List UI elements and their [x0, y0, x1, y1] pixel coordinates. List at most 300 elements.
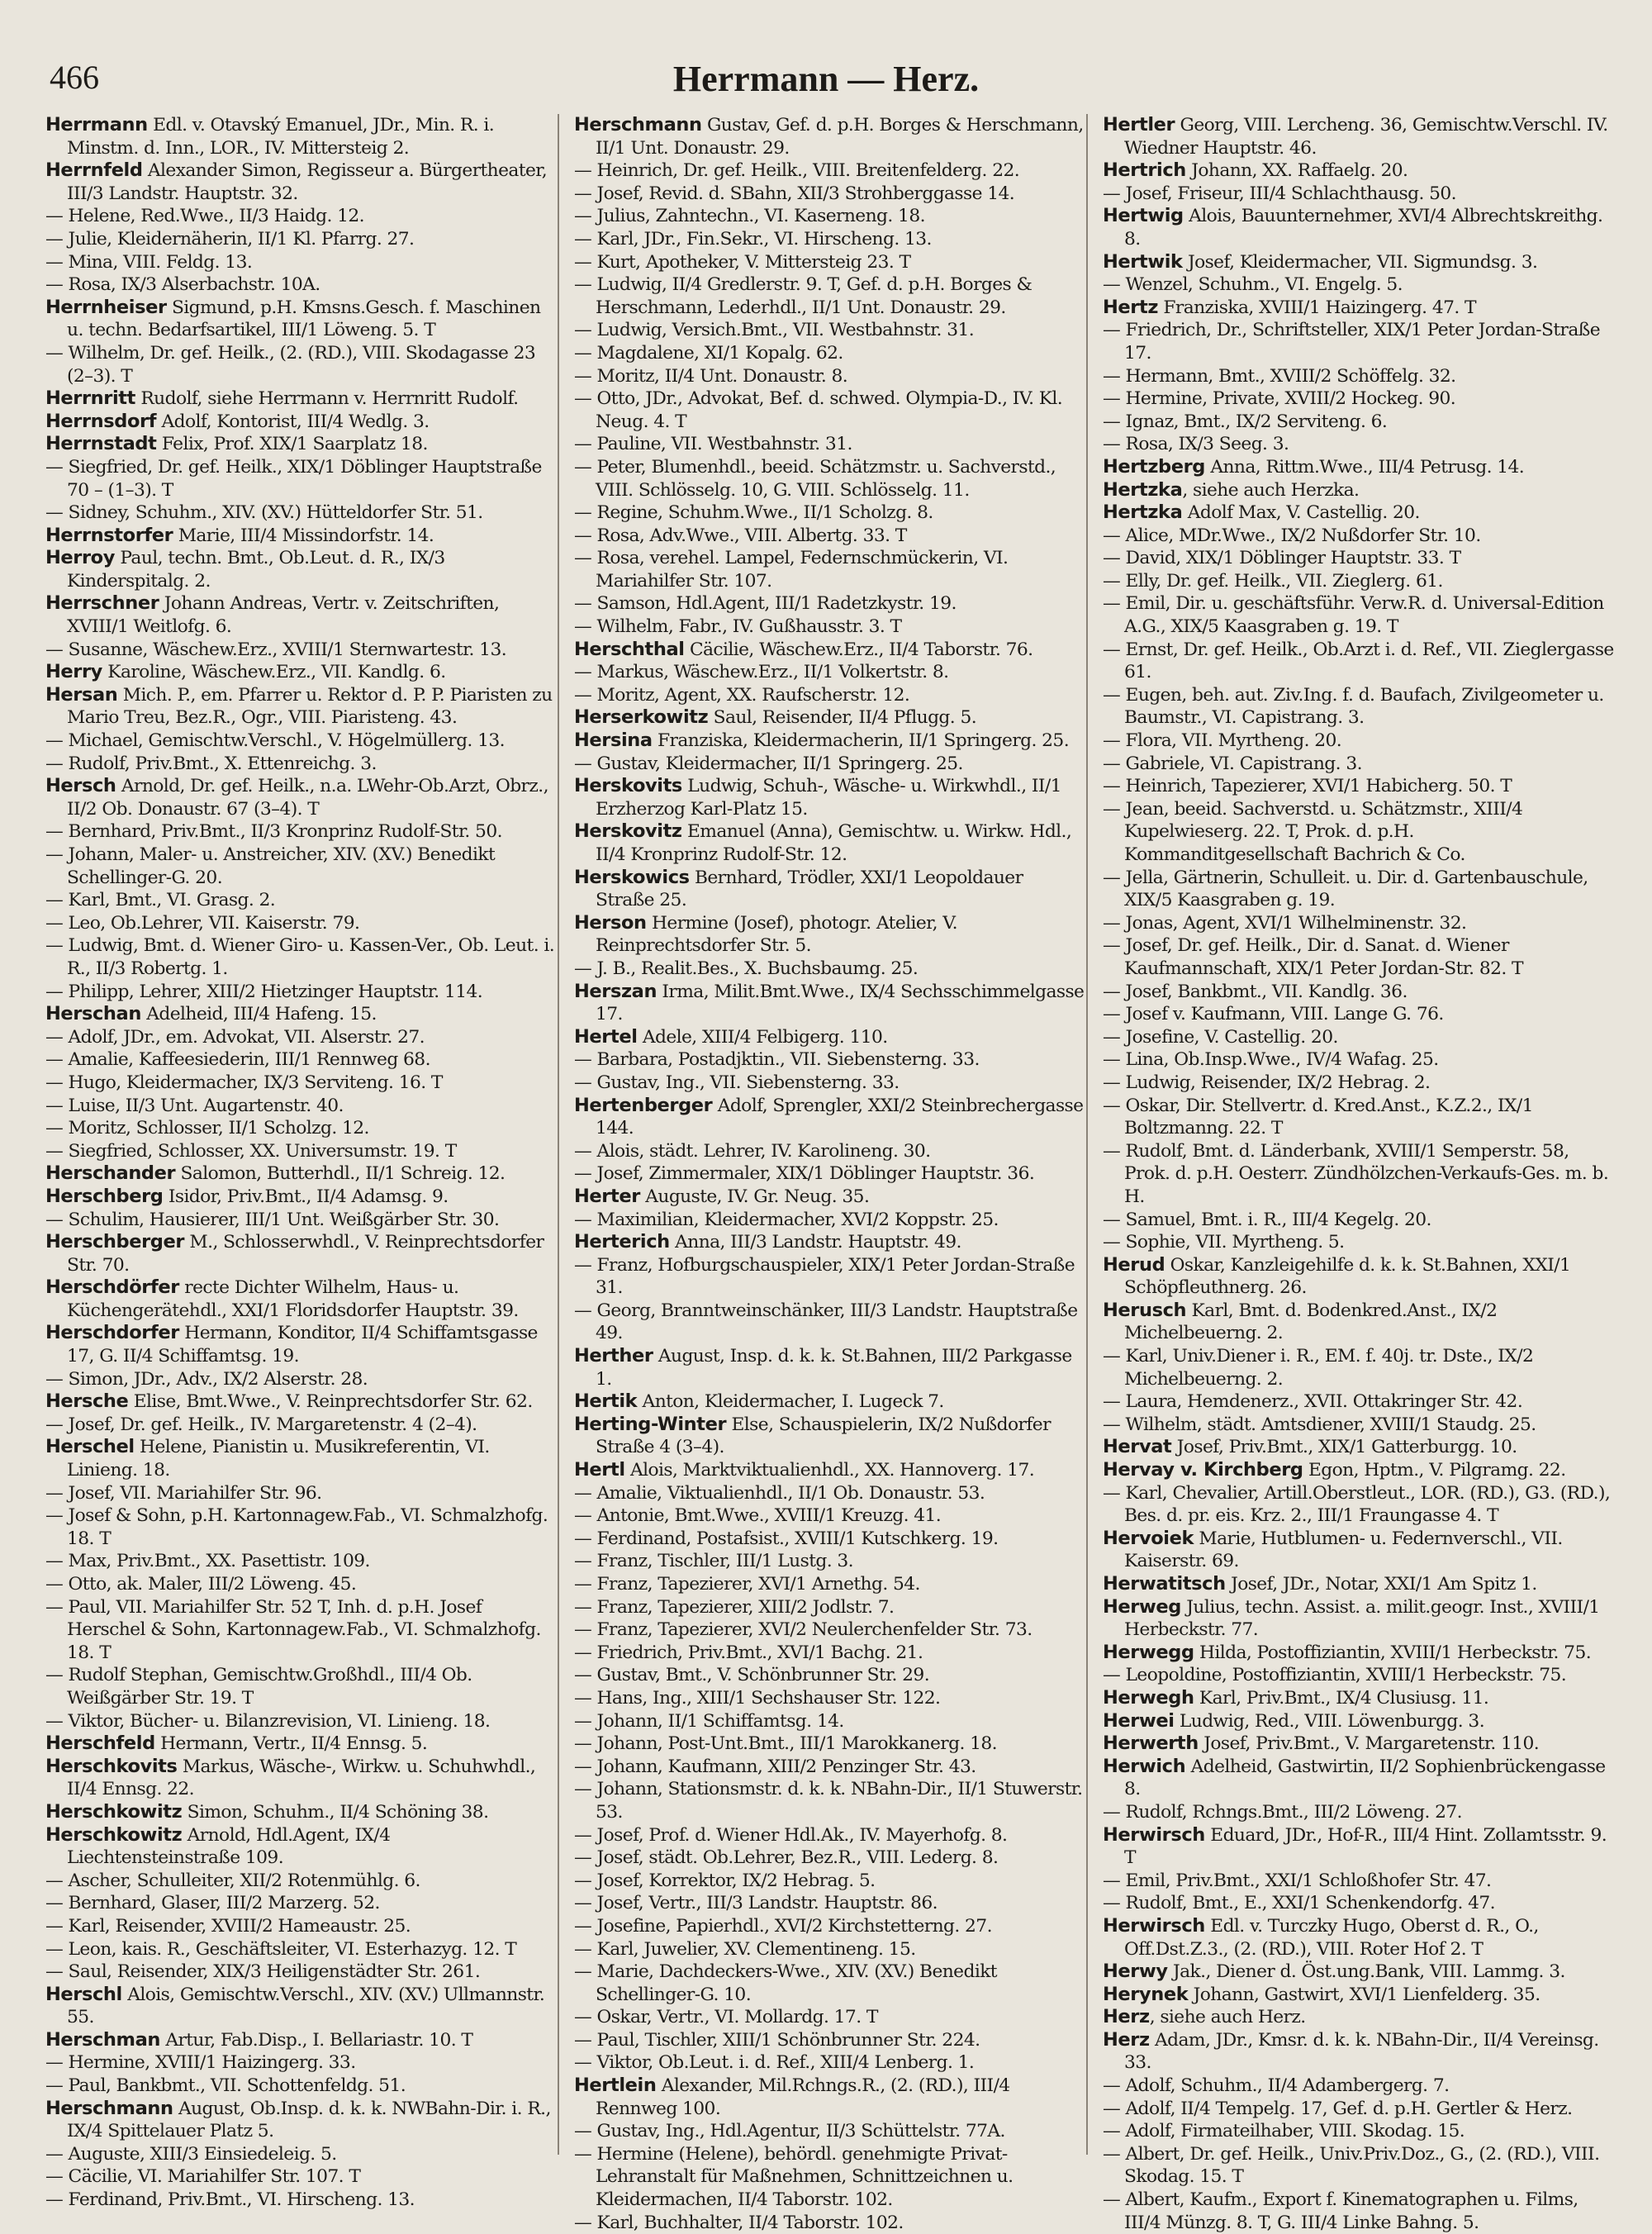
entry-details: — Rudolf, Bmt. d. Länderbank, XVIII/1 Semperstr. 58, Prok. d. p.H. Oesterr. Zündhölzchen-Verkaufs-Ges. m. b. H. [1103, 1140, 1609, 1207]
directory-entry [574, 1938, 1086, 1961]
directory-entry [1103, 1209, 1615, 1232]
entry-details: Franziska, Kleidermacherin, II/1 Springerg. 25. [652, 730, 1070, 752]
directory-entry [1103, 251, 1615, 274]
directory-entry [574, 1095, 1086, 1140]
directory-entry [1103, 547, 1615, 570]
directory-entry [1103, 1664, 1615, 1687]
entry-details: — Wilhelm, Fabr., IV. Gußhausstr. 3. T [574, 616, 902, 638]
entry-details: — Oskar, Dir. Stellvertr. d. Kred.Anst., K.Z.2., IX/1 Boltzmanng. 22. T [1103, 1095, 1533, 1139]
directory-entry [45, 684, 558, 730]
directory-entry [1103, 456, 1615, 479]
directory-entry [574, 525, 1086, 548]
entry-details: Adelheid, Gastwirtin, II/2 Sophienbrückengasse 8. [1124, 1756, 1606, 1800]
entry-details: Gustav, Gef. d. p.H. Borges & Herschmann, II/1 Unt. Donaustr. 29. [596, 115, 1084, 159]
directory-entry [574, 1345, 1086, 1390]
entry-details: — Paul, Tischler, XIII/1 Schönbrunner Str. 224. [574, 2029, 980, 2051]
entry-surname: Herrmann [45, 114, 148, 135]
entry-details: — Alice, MDr.Wwe., IX/2 Nußdorfer Str. 10. [1103, 525, 1481, 546]
directory-entry [45, 2143, 558, 2166]
entry-surname: Herson [574, 911, 647, 934]
directory-entry [1103, 1414, 1615, 1437]
entry-details: — Moritz, Agent, XX. Raufscherstr. 12. [574, 684, 910, 706]
directory-entry [574, 1209, 1086, 1232]
directory-entry [574, 273, 1086, 319]
entry-details: Hermann, Vertr., II/4 Ennsg. 5. [154, 1733, 428, 1755]
directory-entry [45, 547, 558, 592]
entry-details: — J. B., Realit.Bes., X. Buchsbaumg. 25. [574, 958, 919, 979]
entry-surname: Herserkowitz [574, 706, 709, 729]
directory-entry [574, 1596, 1086, 1619]
entry-details: Egon, Hptm., V. Pilgramg. 22. [1303, 1460, 1566, 1481]
entry-details: — Karl, Reisender, XVIII/2 Hameaustr. 25. [45, 1915, 411, 1937]
entry-details: Alois, Bauunternehmer, XVI/4 Albrechtskreithg. 8. [1124, 206, 1603, 250]
entry-surname: Hertik [574, 1390, 638, 1413]
entry-details: — Heinrich, Dr. gef. Heilk., VIII. Breitenfelderg. 22. [574, 160, 1020, 182]
entry-surname: Hersina [574, 730, 653, 752]
directory-entry [1103, 1642, 1615, 1665]
entry-details: — Josef, Friseur, III/4 Schlachthausg. 50. [1103, 183, 1456, 204]
directory-entry [574, 1231, 1086, 1254]
entry-details: — Max, Priv.Bmt., XX. Pasettistr. 109. [45, 1551, 370, 1572]
entry-details: — Ernst, Dr. gef. Heilk., Ob.Arzt i. d. Ref., VII. Zieglergasse 61. [1103, 639, 1614, 683]
directory-entry [45, 2189, 558, 2212]
directory-entry [574, 958, 1086, 981]
directory-entry [45, 981, 558, 1004]
directory-entry [45, 501, 558, 525]
entry-surname: Herz [1103, 2028, 1150, 2051]
directory-entry [45, 1664, 558, 1709]
directory-entry [45, 1596, 558, 1665]
directory-entry [45, 1368, 558, 1391]
entry-details: Else, Schauspielerin, IX/2 Nußdorfer Straße 4 (3–4). [596, 1414, 1051, 1458]
directory-entry [45, 387, 558, 411]
directory-entry [574, 1504, 1086, 1528]
entry-surname: Herschman [45, 2028, 160, 2051]
directory-entry [574, 639, 1086, 662]
entry-details: Felix, Prof. XIX/1 Saarplatz 18. [156, 434, 428, 455]
entry-details: — Siegfried, Schlosser, XX. Universumstr. 19. T [45, 1140, 457, 1162]
directory-entry [45, 1550, 558, 1573]
directory-entry [1103, 570, 1615, 593]
entry-details: — Hermine, XVIII/1 Haizingerg. 33. [45, 2052, 356, 2074]
entry-details: — Josef v. Kaufmann, VIII. Lange G. 76. [1103, 1004, 1444, 1025]
directory-entry [574, 1847, 1086, 1870]
directory-entry [45, 2051, 558, 2075]
entry-surname: Herschdörfer [45, 1276, 179, 1299]
entry-details: — Gustav, Bmt., V. Schönbrunner Str. 29. [574, 1665, 930, 1686]
directory-entry [574, 592, 1086, 616]
page-title: Herrmann — Herz. [672, 59, 980, 99]
entry-details: — Julie, Kleidernäherin, II/1 Kl. Pfarrg. 27. [45, 228, 415, 250]
entry-surname: Herterich [574, 1231, 670, 1253]
directory-entry [574, 228, 1086, 251]
directory-entry [45, 1892, 558, 1915]
directory-entry [1103, 1528, 1615, 1573]
entry-details: — Rudolf, Rchngs.Bmt., III/2 Löweng. 27. [1103, 1801, 1463, 1823]
directory-entry [45, 844, 558, 889]
directory-entry [1103, 433, 1615, 456]
entry-surname: Herz [1103, 2006, 1150, 2028]
entry-surname: Herwegh [1103, 1686, 1194, 1709]
entry-details: Julius, techn. Assist. a. milit.geogr. Inst., XVIII/1 Herbeckstr. 77. [1124, 1596, 1600, 1641]
directory-entry [1103, 1596, 1615, 1642]
directory-entry [1103, 1756, 1615, 1801]
entry-details: Alexander, Mil.Rchngs.R., (2. (RD.), III/4 Rennweg 100. [596, 2075, 1010, 2119]
entry-details: — Ferdinand, Postafsist., XVIII/1 Kutschkerg. 19. [574, 1528, 999, 1549]
entry-surname: Hervat [1103, 1436, 1172, 1458]
directory-entry [1103, 2143, 1615, 2189]
entry-details: — Josefine, Papierhdl., XVI/2 Kirchstetterng. 27. [574, 1915, 992, 1937]
entry-details: — Heinrich, Tapezierer, XVI/1 Habicherg. 50. T [1103, 776, 1512, 797]
entry-surname: Herrnritt [45, 387, 136, 410]
directory-entry [45, 775, 558, 820]
entry-details: Artur, Fab.Disp., I. Bellariastr. 10. T [159, 2029, 473, 2051]
entry-details: — Josef, Korrektor, IX/2 Hebrag. 5. [574, 1870, 876, 1891]
entry-details: Salomon, Butterhdl., II/1 Schreig. 12. [175, 1163, 506, 1185]
entry-surname: Hertl [574, 1459, 625, 1481]
entry-surname: Herter [574, 1185, 640, 1207]
entry-surname: Herweg [1103, 1595, 1181, 1618]
entry-details: Arnold, Dr. gef. Heilk., n.a. LWehr-Ob.Arzt, Obrz., II/2 Ob. Donaustr. 67 (3–4). T [67, 776, 548, 820]
directory-entry [1103, 1892, 1615, 1915]
directory-entry [1103, 981, 1615, 1004]
directory-entry [574, 501, 1086, 525]
entry-details: — Josef, Prof. d. Wiener Hdl.Ak., IV. Mayerhofg. 8. [574, 1824, 1008, 1846]
entry-details: — Auguste, XIII/3 Einsiedeleig. 5. [45, 2143, 337, 2165]
entry-details: — Karl, Juwelier, XV. Clementineng. 15. [574, 1938, 916, 1960]
directory-entry [574, 1961, 1086, 2006]
directory-entry [1103, 159, 1615, 183]
entry-surname: Herschkowitz [45, 1800, 183, 1823]
directory-entry [45, 411, 558, 434]
entry-surname: Herschberger [45, 1231, 185, 1253]
directory-entry [1103, 867, 1615, 912]
entry-details: Adele, XIII/4 Felbigerg. 110. [637, 1026, 888, 1048]
entry-surname: Herschberg [45, 1185, 164, 1207]
directory-entry [1103, 1003, 1615, 1026]
directory-entry [574, 616, 1086, 639]
directory-entry [574, 205, 1086, 228]
directory-entry [1103, 2006, 1615, 2029]
entry-surname: Herry [45, 661, 102, 683]
entry-details: — Gustav, Ing., Hdl.Agentur, II/3 Schüttelstr. 77A. [574, 2121, 1005, 2142]
directory-entry [574, 684, 1086, 707]
entry-surname: Herschkowitz [45, 1823, 183, 1846]
directory-entry [574, 1733, 1086, 1756]
entry-details: — Josef, Dr. gef. Heilk., Dir. d. Sanat. d. Wiener Kaufmannschaft, XIX/1 Peter Jordan-Str. 82. T [1103, 935, 1523, 979]
entry-details: — Franz, Tapezierer, XVI/2 Neulerchenfelder Str. 73. [574, 1619, 1032, 1641]
entry-details: — Wilhelm, Dr. gef. Heilk., (2. (RD.), VIII. Skodagasse 23 (2–3). T [45, 342, 536, 387]
entry-details: — Leon, kais. R., Geschäftsleiter, VI. Esterhazyg. 12. T [45, 1938, 517, 1960]
directory-entry [45, 1984, 558, 2029]
directory-entry [574, 661, 1086, 684]
entry-surname: Herroy [45, 547, 116, 569]
directory-entry [45, 2098, 558, 2143]
entry-surname: Herwirsch [1103, 1823, 1205, 1846]
entry-details: — Josef, VII. Mariahilfer Str. 96. [45, 1482, 322, 1504]
directory-entry [1103, 479, 1615, 502]
entry-details: — Josef, städt. Ob.Lehrer, Bez.R., VIII. Lederg. 8. [574, 1847, 999, 1869]
entry-surname: Herud [1103, 1253, 1165, 1276]
entry-details: — Franz, Hofburgschauspieler, XIX/1 Peter Jordan-Straße 31. [574, 1254, 1075, 1299]
directory-entry [574, 1642, 1086, 1665]
entry-details: Anna, Rittm.Wwe., III/4 Petrusg. 14. [1205, 456, 1525, 478]
directory-entry [574, 820, 1086, 866]
directory-entry [574, 1687, 1086, 1710]
directory-entry [1103, 183, 1615, 206]
entry-details: — Otto, JDr., Advokat, Bef. d. schwed. Olympia-D., IV. Kl. Neug. 4. T [574, 388, 1063, 432]
entry-surname: Herschdorfer [45, 1322, 179, 1344]
directory-entry [1103, 1140, 1615, 1209]
directory-entry [45, 912, 558, 935]
entry-details: Alois, Gemischtw.Verschl., XIV. (XV.) Ullmannstr. 55. [67, 1984, 545, 2028]
directory-entry [45, 1186, 558, 1209]
directory-entry [574, 1048, 1086, 1072]
directory-entry [1103, 1961, 1615, 1984]
directory-entry [45, 1231, 558, 1276]
entry-surname: Herwei [1103, 1709, 1175, 1732]
entry-details: — Hugo, Kleidermacher, IX/3 Serviteng. 16. T [45, 1072, 443, 1093]
entry-surname: Herynek [1103, 1983, 1189, 2005]
entry-surname: Hersan [45, 683, 118, 706]
directory-entry [45, 273, 558, 297]
directory-entry [574, 114, 1086, 159]
entry-details: — Franz, Tapezierer, XVI/1 Arnethg. 54. [574, 1574, 920, 1595]
directory-entry [574, 730, 1086, 753]
entry-details: Hermine (Josef), photogr. Atelier, V. Reinprechtsdorfer Str. 5. [596, 912, 957, 957]
entry-details: Josef, Kleidermacher, VII. Sigmundsg. 3. [1182, 251, 1538, 273]
entry-details: Adolf, Sprengler, XXI/2 Steinbrechergasse 144. [596, 1095, 1084, 1139]
directory-entry [574, 1892, 1086, 1915]
entry-details: — Antonie, Bmt.Wwe., XVIII/1 Kreuzg. 41. [574, 1505, 942, 1527]
entry-surname: Herschan [45, 1003, 141, 1025]
entry-surname: Herrnheiser [45, 296, 167, 318]
directory-entry [45, 2029, 558, 2052]
entry-details: — Johann, Kaufmann, XIII/2 Penzinger Str. 43. [574, 1756, 976, 1777]
entry-details: Ludwig, Schuh-, Wäsche- u. Wirkwhdl., II/1 Erzherzog Karl-Platz 15. [596, 776, 1061, 820]
entry-surname: Herther [574, 1345, 653, 1367]
entry-details: Alois, Marktviktualienhdl., XX. Hannoverg. 17. [624, 1460, 1035, 1481]
entry-details: Markus, Wäsche-, Wirkw. u. Schuhwhdl., II/4 Ennsg. 22. [67, 1756, 536, 1800]
entry-details: Karoline, Wäschew.Erz., VII. Kandlg. 6. [102, 662, 446, 683]
directory-entry [1103, 205, 1615, 250]
entry-surname: Herwegg [1103, 1641, 1194, 1663]
entry-surname: Herschmann [45, 2097, 173, 2119]
directory-entry [45, 1436, 558, 1481]
entry-details: — Wenzel, Schuhm., VI. Engelg. 5. [1103, 274, 1403, 296]
entry-details: Alexander Simon, Regisseur a. Bürgertheater, III/3 Landstr. Hauptstr. 32. [67, 160, 548, 204]
directory-entry [45, 1026, 558, 1049]
entry-details: — Magdalene, XI/1 Kopalg. 62. [574, 342, 843, 364]
directory-entry [574, 1618, 1086, 1642]
entry-details: — Ludwig, Bmt. d. Wiener Giro- u. Kassen-Ver., Ob. Leut. i. R., II/3 Robertg. 1. [45, 935, 555, 979]
directory-entry [45, 456, 558, 501]
entry-details: — Amalie, Kaffeesiederin, III/1 Rennweg 68. [45, 1049, 430, 1071]
entry-details: Eduard, JDr., Hof-R., III/4 Hint. Zollamtsstr. 9. T [1124, 1824, 1607, 1869]
entry-details: — Kurt, Apotheker, V. Mittersteig 23. T [574, 251, 911, 273]
entry-details: — Bernhard, Glaser, III/2 Marzerg. 52. [45, 1893, 380, 1914]
entry-details: M., Schlosserwhdl., V. Reinprechtsdorfer Str. 70. [67, 1232, 544, 1276]
directory-entry [574, 2120, 1086, 2143]
entry-details: — Rudolf, Bmt., E., XXI/1 Schenkendorfg. 47. [1103, 1893, 1495, 1914]
directory-entry [45, 753, 558, 776]
entry-details: — Ludwig, Versich.Bmt., VII. Westbahnstr. 31. [574, 320, 975, 341]
directory-entry [574, 912, 1086, 958]
directory-entry [574, 1026, 1086, 1049]
entry-details: — Franz, Tischler, III/1 Lustg. 3. [574, 1551, 853, 1572]
entry-details: — Elly, Dr. gef. Heilk., VII. Zieglerg. 61. [1103, 570, 1443, 592]
directory-entry [45, 661, 558, 684]
entry-details: — Rosa, IX/3 Seeg. 3. [1103, 434, 1289, 455]
directory-entry [45, 1915, 558, 1938]
directory-entry [45, 592, 558, 638]
directory-entry [45, 1573, 558, 1596]
entry-details: — Philipp, Lehrer, XIII/2 Hietzinger Hauptstr. 114. [45, 981, 483, 1002]
entry-details: — Mina, VIII. Feldg. 13. [45, 251, 253, 273]
directory-entry [574, 1710, 1086, 1733]
entry-surname: Herschkovits [45, 1755, 178, 1777]
entry-details: — Flora, VII. Myrtheng. 20. [1103, 730, 1342, 752]
directory-entry [1103, 1436, 1615, 1459]
entry-details: Adelheid, III/4 Hafeng. 15. [140, 1004, 377, 1025]
entry-details: Hermann, Konditor, II/4 Schiffamtsgasse 17, G. II/4 Schiffamtsg. 19. [67, 1323, 538, 1367]
entry-surname: Hertenberger [574, 1094, 713, 1116]
entry-surname: Herschmann [574, 114, 702, 135]
directory-entry [574, 1300, 1086, 1345]
entry-details: — Siegfried, Dr. gef. Heilk., XIX/1 Döblinger Hauptstraße 70 – (1–3). T [45, 456, 542, 501]
entry-details: — Hermine (Helene), behördl. genehmigte Privat-Lehranstalt für Maßnehmen, Schnittzeichnen u. Kleidermachen, II/4 Taborstr. 102. [574, 2143, 1014, 2211]
directory-entry [1103, 1824, 1615, 1870]
entry-details: Isidor, Priv.Bmt., II/4 Adamsg. 9. [163, 1186, 449, 1207]
entry-surname: Hersche [45, 1390, 129, 1413]
directory-entry [45, 159, 558, 205]
directory-entry [574, 1390, 1086, 1414]
directory-entry [45, 1048, 558, 1072]
directory-entry [574, 319, 1086, 342]
entry-details: Ludwig, Red., VIII. Löwenburgg. 3. [1174, 1710, 1485, 1732]
entry-details: — Josef, Vertr., III/3 Landstr. Hauptstr. 86. [574, 1893, 938, 1914]
entry-details: — Alois, städt. Lehrer, IV. Karolineng. 30. [574, 1140, 931, 1162]
directory-entry [45, 1322, 558, 1367]
directory-entry [1103, 2029, 1615, 2075]
entry-details: — Karl, Buchhalter, II/4 Taborstr. 102. [574, 2212, 904, 2233]
directory-entry [1103, 1915, 1615, 1961]
directory-entry [1103, 1459, 1615, 1482]
directory-entry [574, 433, 1086, 456]
directory-entry [574, 159, 1086, 183]
directory-entry [45, 2165, 558, 2189]
entry-details: Josef, Priv.Bmt., XIX/1 Gatterburgg. 10. [1171, 1437, 1517, 1458]
page-number: 466 [50, 59, 99, 96]
directory-entry [574, 1824, 1086, 1847]
directory-entry [1103, 1390, 1615, 1414]
entry-details: Adolf, Kontorist, III/4 Wedlg. 3. [156, 411, 430, 432]
entry-details: Josef, JDr., Notar, XXI/1 Am Spitz 1. [1225, 1574, 1537, 1595]
entry-details: Elise, Bmt.Wwe., V. Reinprechtsdorfer Str. 62. [128, 1391, 533, 1413]
entry-details: Helene, Pianistin u. Musikreferentin, VI. Linieng. 18. [67, 1437, 490, 1481]
directory-entry [574, 753, 1086, 776]
entry-details: — Michael, Gemischtw.Verschl., V. Högelmüllerg. 13. [45, 730, 505, 752]
entry-details: — Josef, Bankbmt., VII. Kandlg. 36. [1103, 981, 1408, 1002]
entry-details: — Georg, Branntweinschänker, III/3 Landstr. Hauptstraße 49. [574, 1300, 1078, 1344]
entry-details: — David, XIX/1 Döblinger Hauptstr. 33. T [1103, 548, 1461, 569]
directory-entry [1103, 2120, 1615, 2143]
directory-entry [1103, 387, 1615, 411]
directory-entry [45, 934, 558, 980]
directory-entry [1103, 365, 1615, 388]
entry-details: Franziska, XVIII/1 Haizingerg. 47. T [1158, 297, 1476, 318]
directory-entry [574, 1072, 1086, 1095]
entry-surname: Herrnsdorf [45, 410, 157, 432]
directory-entry [574, 2143, 1086, 2212]
directory-entry [574, 2029, 1086, 2052]
directory-entry [1103, 1984, 1615, 2007]
directory-entry [1103, 1026, 1615, 1049]
directory-entry [574, 1915, 1086, 1938]
entry-details: Simon, Schuhm., II/4 Schöning 38. [182, 1801, 489, 1823]
entry-details: — Pauline, VII. Westbahnstr. 31. [574, 434, 852, 455]
entry-surname: Hertel [574, 1025, 638, 1048]
entry-surname: Herskowics [574, 866, 690, 888]
directory-entry [1103, 1095, 1615, 1140]
directory-entry [1103, 1733, 1615, 1756]
entry-details: , siehe auch Herz. [1149, 2007, 1306, 2028]
entry-details: — Karl, Univ.Diener i. R., EM. f. 40j. tr. Dste., IX/2 Michelbeuerng. 2. [1103, 1346, 1534, 1390]
column-2 [574, 114, 1088, 2233]
entry-details: — Gustav, Kleidermacher, II/1 Springerg. 25. [574, 753, 963, 774]
entry-surname: Hertlein [574, 2075, 657, 2097]
entry-surname: Hertz [1103, 296, 1159, 318]
directory-entry [1103, 1254, 1615, 1300]
directory-entry [1103, 912, 1615, 935]
entry-surname: Herschl [45, 1983, 122, 2005]
entry-details: Oskar, Kanzleigehilfe d. k. k. St.Bahnen, XXI/1 Schöpfleuthnerg. 26. [1124, 1254, 1571, 1299]
entry-surname: Hertrich [1103, 159, 1186, 182]
directory-entry [45, 1870, 558, 1893]
columns [45, 114, 1615, 2233]
entry-details: — Ferdinand, Priv.Bmt., VI. Hirscheng. 13. [45, 2189, 415, 2211]
entry-details: — Otto, ak. Maler, III/2 Löweng. 45. [45, 1574, 357, 1595]
entry-details: Hilda, Postoffiziantin, XVIII/1 Herbeckstr. 75. [1194, 1642, 1592, 1663]
entry-details: — Amalie, Viktualienhdl., II/1 Ob. Donaustr. 53. [574, 1482, 985, 1504]
entry-details: — Leopoldine, Postoffiziantin, XVIII/1 Herbeckstr. 75. [1103, 1665, 1567, 1686]
directory-entry [1103, 934, 1615, 980]
entry-details: — Helene, Red.Wwe., II/3 Haidg. 12. [45, 206, 364, 227]
directory-entry [45, 1390, 558, 1414]
directory-entry [574, 342, 1086, 365]
entry-surname: Herrnstadt [45, 433, 157, 455]
directory-entry [45, 1003, 558, 1026]
entry-details: Marie, Hutblumen- u. Federnverschl., VII. Kaiserstr. 69. [1124, 1528, 1563, 1572]
entry-details: — Josef & Sohn, p.H. Kartonnagew.Fab., VI. Schmalzhofg. 18. T [45, 1505, 548, 1549]
entry-details: — Sidney, Schuhm., XIV. (XV.) Hütteldorfer Str. 51. [45, 502, 483, 524]
directory-entry [45, 2075, 558, 2098]
entry-details: — Josefine, V. Castellig. 20. [1103, 1026, 1338, 1048]
entry-surname: Hertzka [1103, 501, 1183, 524]
entry-surname: Hervoiek [1103, 1527, 1194, 1549]
entry-details: — Hermine, Private, XVIII/2 Hockeg. 90. [1103, 388, 1456, 410]
entry-details: — Susanne, Wäschew.Erz., XVIII/1 Sternwartestr. 13. [45, 639, 507, 660]
directory-entry [45, 1710, 558, 1733]
entry-surname: Herskovits [574, 775, 682, 797]
entry-details: Rudolf, siehe Herrmann v. Herrnritt Rudolf. [135, 388, 519, 410]
entry-details: Adam, JDr., Kmsr. d. k. k. NBahn-Dir., II/4 Vereinsg. 33. [1124, 2029, 1599, 2074]
entry-details: — Rosa, Adv.Wwe., VIII. Albertg. 33. T [574, 525, 907, 546]
directory-entry [1103, 2098, 1615, 2121]
entry-details: Sigmund, p.H. Kmsns.Gesch. f. Maschinen u. techn. Bedarfsartikel, III/1 Löweng. 5. T [67, 297, 541, 341]
entry-surname: Herschthal [574, 638, 685, 660]
entry-details: — Emil, Dir. u. geschäftsführ. Verw.R. d. Universal-Edition A.G., XIX/5 Kaasgraben g. 19. T [1103, 593, 1604, 638]
